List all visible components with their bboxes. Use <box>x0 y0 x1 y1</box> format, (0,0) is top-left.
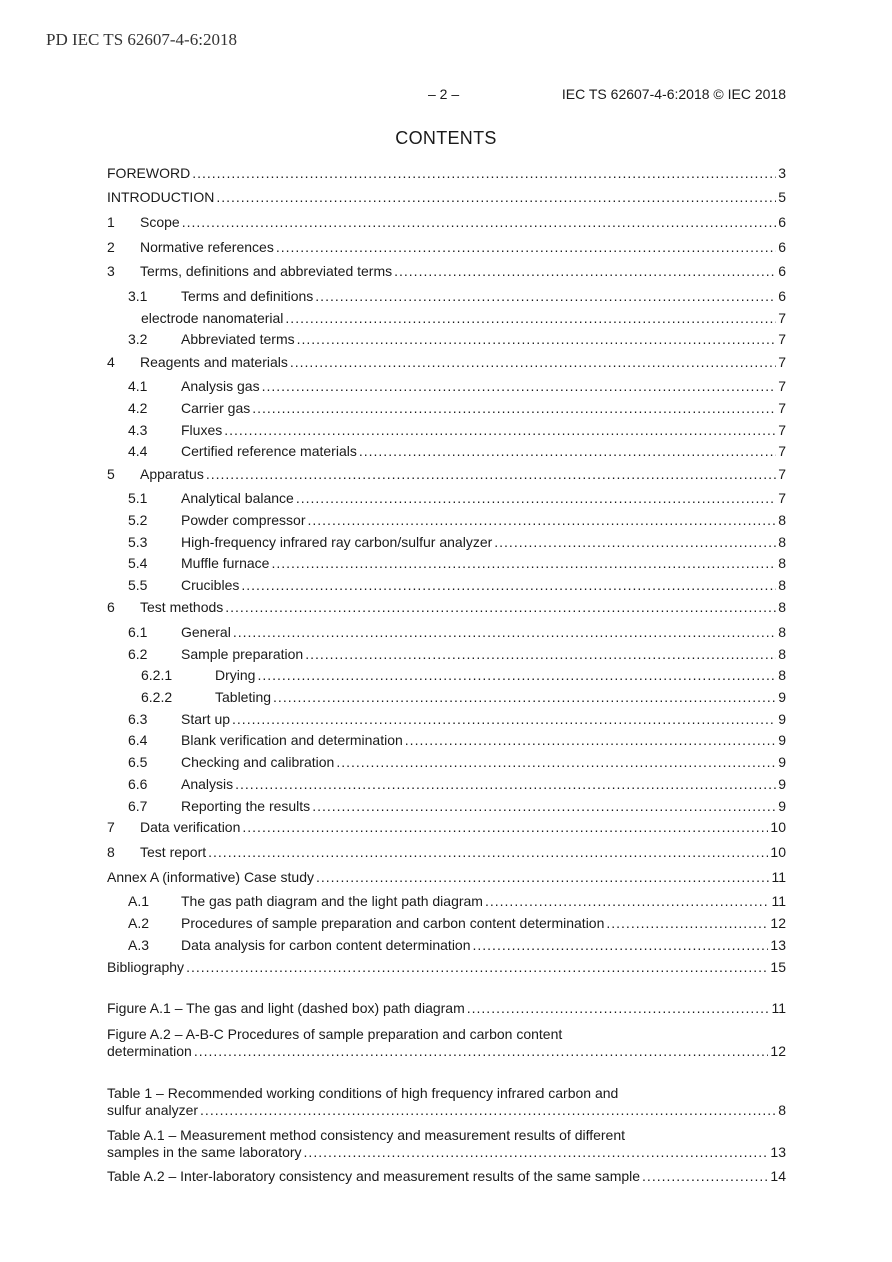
toc-entry-title: Start up <box>181 711 231 727</box>
toc-entry[interactable] <box>107 377 786 395</box>
toc-entry-number: 6.4 <box>128 732 148 748</box>
toc-entry-page: 12 <box>770 915 786 931</box>
toc-entry[interactable] <box>107 958 786 976</box>
dot-leader <box>316 868 769 886</box>
toc-entry-page: 8 <box>778 512 786 528</box>
toc-entry-title: Test methods <box>140 599 224 615</box>
toc-entry[interactable] <box>107 287 786 305</box>
toc-entry-page: 8 <box>778 534 786 550</box>
toc-entry-title: Bibliography <box>107 959 185 975</box>
toc-entry-number: 8 <box>107 844 115 860</box>
toc-entry-page: 9 <box>778 689 786 705</box>
toc-entry-title: Data analysis for carbon content determination <box>181 937 471 953</box>
toc-entry-number: 4.3 <box>128 422 148 438</box>
toc-entry-title: FOREWORD <box>107 165 191 181</box>
toc-entry-page: 9 <box>778 776 786 792</box>
toc-entry[interactable] <box>107 465 786 483</box>
toc-entry-page: 7 <box>778 331 786 347</box>
toc-entry-number: 6.6 <box>128 776 148 792</box>
toc-entry-page: 8 <box>778 1102 786 1118</box>
toc-entry-number: 7 <box>107 819 115 835</box>
toc-entry-title: Data verification <box>140 819 241 835</box>
toc-entry-page: 8 <box>778 624 786 640</box>
toc-entry-title: General <box>181 624 231 640</box>
toc-entry-page: 12 <box>770 1043 786 1059</box>
dot-leader <box>359 442 776 460</box>
toc-entry-title: Muffle furnace <box>181 555 270 571</box>
dot-leader <box>473 936 769 954</box>
dot-leader <box>336 753 776 771</box>
toc-entry-page: 15 <box>770 959 786 975</box>
dot-leader <box>394 262 776 280</box>
dot-leader <box>296 489 776 507</box>
toc-entry-title: Certified reference materials <box>181 443 357 459</box>
toc-entry-number: 2 <box>107 239 115 255</box>
toc-entry[interactable] <box>107 399 786 417</box>
toc-entry-page: 8 <box>778 646 786 662</box>
dot-leader <box>271 554 776 572</box>
toc-entry-page: 14 <box>770 1168 786 1184</box>
toc-entry-number: 6 <box>107 599 115 615</box>
toc-entry[interactable] <box>107 645 786 663</box>
dot-leader <box>308 511 777 529</box>
dot-leader <box>297 330 777 348</box>
toc-entry-title: High-frequency infrared ray carbon/sulfur analyzer <box>181 534 493 550</box>
toc-entry-page: 8 <box>778 577 786 593</box>
toc-entry[interactable] <box>107 598 786 616</box>
dot-leader <box>235 775 776 793</box>
toc-entry[interactable] <box>107 533 786 551</box>
dot-leader <box>606 914 768 932</box>
toc-entry[interactable] <box>107 753 786 771</box>
toc-entry-number: 3 <box>107 263 115 279</box>
dot-leader <box>224 421 776 439</box>
toc-entry-number: 5.2 <box>128 512 148 528</box>
toc-entry-page: 13 <box>770 1144 786 1160</box>
toc-entry[interactable] <box>107 775 786 793</box>
dot-leader <box>241 576 776 594</box>
toc-entry[interactable] <box>107 309 786 327</box>
toc-entry-number: 5.1 <box>128 490 148 506</box>
dot-leader <box>192 164 776 182</box>
standard-reference: IEC TS 62607-4-6:2018 © IEC 2018 <box>561 86 786 102</box>
toc-entry-number: 4.4 <box>128 443 148 459</box>
toc-entry[interactable] <box>107 442 786 460</box>
toc-entry-page: 11 <box>771 893 786 909</box>
toc-entry[interactable] <box>107 623 786 641</box>
toc-entry-title: Tableting <box>215 689 272 705</box>
figure-entry[interactable] <box>107 1042 786 1060</box>
toc-entry-title: Checking and calibration <box>181 754 335 770</box>
toc-entry[interactable] <box>107 164 786 182</box>
toc-entry-number: 4.1 <box>128 378 148 394</box>
toc-entry-page: 8 <box>778 667 786 683</box>
dot-leader <box>233 623 776 641</box>
dot-leader <box>494 533 776 551</box>
toc-entry-number: 5.5 <box>128 577 148 593</box>
toc-entry[interactable] <box>107 554 786 572</box>
table-caption-line: Table A.1 – Measurement method consistency and measurement results of different <box>107 1127 626 1143</box>
dot-leader <box>305 645 776 663</box>
toc-entry[interactable] <box>107 576 786 594</box>
dot-leader <box>208 843 768 861</box>
figure-caption-line: Figure A.2 – A-B-C Procedures of sample preparation and carbon content <box>107 1026 563 1042</box>
toc-entry-number: 5 <box>107 466 115 482</box>
toc-entry-number: 6.2.1 <box>141 667 173 683</box>
contents-title: CONTENTS <box>395 128 497 148</box>
toc-entry-page: 11 <box>771 869 786 885</box>
dot-leader <box>273 688 776 706</box>
toc-entry[interactable] <box>107 353 786 371</box>
toc-entry-page: 7 <box>778 466 786 482</box>
toc-entry-page: 9 <box>778 754 786 770</box>
table-entry[interactable] <box>107 1101 786 1119</box>
toc-entry-page: 7 <box>778 400 786 416</box>
toc-entry-page: 7 <box>778 443 786 459</box>
toc-entry-title: Figure A.1 – The gas and light (dashed box) path diagram <box>107 1000 465 1016</box>
toc-entry-title: Crucibles <box>181 577 240 593</box>
toc-entry[interactable] <box>107 818 786 836</box>
toc-entry[interactable] <box>107 868 786 886</box>
dot-leader <box>252 399 776 417</box>
toc-entry-number: 3.1 <box>128 288 148 304</box>
page-number: – 2 – <box>428 86 460 102</box>
toc-entry-number: 6.2.2 <box>141 689 173 705</box>
toc-entry-title: Table A.2 – Inter-laboratory consistency and measurement results of the same sample <box>107 1168 641 1184</box>
toc-entry-title: Test report <box>140 844 207 860</box>
toc-entry[interactable] <box>107 511 786 529</box>
dot-leader <box>216 188 776 206</box>
dot-leader <box>262 377 777 395</box>
figure-entry[interactable] <box>107 999 786 1017</box>
toc-entry-title: INTRODUCTION <box>107 189 215 205</box>
dot-leader <box>485 892 769 910</box>
table-caption-line: Table 1 – Recommended working conditions of high frequency infrared carbon and <box>107 1085 619 1101</box>
toc-entry[interactable] <box>107 188 786 206</box>
dot-leader <box>206 465 776 483</box>
toc-entry-title: sulfur analyzer <box>107 1102 199 1118</box>
dot-leader <box>312 797 776 815</box>
dot-leader <box>405 731 776 749</box>
toc-entry-title: Analysis gas <box>181 378 260 394</box>
toc-entry-title: Sample preparation <box>181 646 304 662</box>
toc-entry-page: 9 <box>778 711 786 727</box>
toc-entry-page: 10 <box>770 844 786 860</box>
dot-leader <box>194 1042 769 1060</box>
toc-entry-page: 7 <box>778 310 786 326</box>
toc-entry-title: Carrier gas <box>181 400 251 416</box>
toc-entry-number: A.3 <box>128 937 150 953</box>
dot-leader <box>182 213 777 231</box>
toc-entry-title: Abbreviated terms <box>181 331 295 347</box>
toc-entry-title: Drying <box>215 667 256 683</box>
dot-leader <box>642 1167 768 1185</box>
toc-entry-title: Apparatus <box>140 466 204 482</box>
toc-entry[interactable] <box>107 330 786 348</box>
toc-entry-title: Fluxes <box>181 422 223 438</box>
dot-leader <box>232 710 776 728</box>
toc-entry-title: Procedures of sample preparation and carbon content determination <box>181 915 605 931</box>
toc-entry-page: 3 <box>778 165 786 181</box>
toc-entry[interactable] <box>107 731 786 749</box>
toc-entry-title: Scope <box>140 214 180 230</box>
toc-entry-page: 7 <box>778 378 786 394</box>
toc-entry-page: 13 <box>770 937 786 953</box>
toc-entry-title: Terms, definitions and abbreviated terms <box>140 263 393 279</box>
toc-entry[interactable] <box>107 666 786 684</box>
toc-entry[interactable] <box>107 421 786 439</box>
toc-entry-number: 6.7 <box>128 798 148 814</box>
dot-leader <box>225 598 776 616</box>
toc-entry-title: Powder compressor <box>181 512 306 528</box>
dot-leader <box>200 1101 776 1119</box>
toc-entry[interactable] <box>107 262 786 280</box>
toc-entry-number: 4.2 <box>128 400 148 416</box>
toc-entry-title: Annex A (informative) Case study <box>107 869 314 885</box>
dot-leader <box>304 1143 769 1161</box>
toc-entry-page: 6 <box>778 214 786 230</box>
toc-entry-page: 7 <box>778 354 786 370</box>
toc-entry[interactable] <box>107 936 786 954</box>
table-entry[interactable] <box>107 1167 786 1185</box>
toc-entry-number: 6.3 <box>128 711 148 727</box>
toc-entry[interactable] <box>107 238 786 256</box>
toc-entry[interactable] <box>107 489 786 507</box>
table-entry[interactable] <box>107 1143 786 1161</box>
toc-entry-title: Normative references <box>140 239 274 255</box>
toc-entry-page: 7 <box>778 422 786 438</box>
toc-entry[interactable] <box>107 892 786 910</box>
toc-entry-number: 5.4 <box>128 555 148 571</box>
toc-entry[interactable] <box>107 797 786 815</box>
dot-leader <box>257 666 776 684</box>
toc-entry-page: 9 <box>778 732 786 748</box>
toc-entry-title: Analysis <box>181 776 234 792</box>
toc-entry-number: 4 <box>107 354 115 370</box>
dot-leader <box>285 309 776 327</box>
toc-entry[interactable] <box>107 710 786 728</box>
toc-entry-page: 8 <box>778 599 786 615</box>
toc-entry-title: Analytical balance <box>181 490 294 506</box>
dot-leader <box>467 999 770 1017</box>
dot-leader <box>315 287 776 305</box>
dot-leader <box>276 238 776 256</box>
toc-entry-page: 8 <box>778 555 786 571</box>
toc-entry-number: A.2 <box>128 915 150 931</box>
toc-entry-number: A.1 <box>128 893 150 909</box>
toc-entry-number: 1 <box>107 214 115 230</box>
toc-entry-page: 10 <box>770 819 786 835</box>
toc-entry-page: 5 <box>778 189 786 205</box>
toc-entry[interactable] <box>107 843 786 861</box>
toc-entry[interactable] <box>107 914 786 932</box>
toc-entry-page: 11 <box>771 1000 786 1016</box>
toc-entry-page: 9 <box>778 798 786 814</box>
toc-entry-title: Reporting the results <box>181 798 311 814</box>
toc-entry-title: samples in the same laboratory <box>107 1144 302 1160</box>
dot-leader <box>242 818 768 836</box>
toc-entry-title: Reagents and materials <box>140 354 288 370</box>
toc-entry-number: 3.2 <box>128 331 148 347</box>
toc-entry-page: 6 <box>778 239 786 255</box>
toc-entry-number: 6.2 <box>128 646 148 662</box>
document-code: PD IEC TS 62607-4-6:2018 <box>46 30 237 49</box>
toc-entry-page: 6 <box>778 288 786 304</box>
toc-entry-title: determination <box>107 1043 192 1059</box>
toc-entry-title: Terms and definitions <box>181 288 314 304</box>
toc-entry-title: electrode nanomaterial <box>141 310 284 326</box>
toc-entry-page: 6 <box>778 263 786 279</box>
toc-entry[interactable] <box>107 688 786 706</box>
toc-entry[interactable] <box>107 213 786 231</box>
toc-entry-number: 6.1 <box>128 624 148 640</box>
dot-leader <box>186 958 768 976</box>
toc-entry-page: 7 <box>778 490 786 506</box>
toc-entry-number: 6.5 <box>128 754 148 770</box>
dot-leader <box>290 353 776 371</box>
toc-entry-title: The gas path diagram and the light path diagram <box>181 893 483 909</box>
toc-entry-number: 5.3 <box>128 534 148 550</box>
toc-entry-title: Blank verification and determination <box>181 732 403 748</box>
